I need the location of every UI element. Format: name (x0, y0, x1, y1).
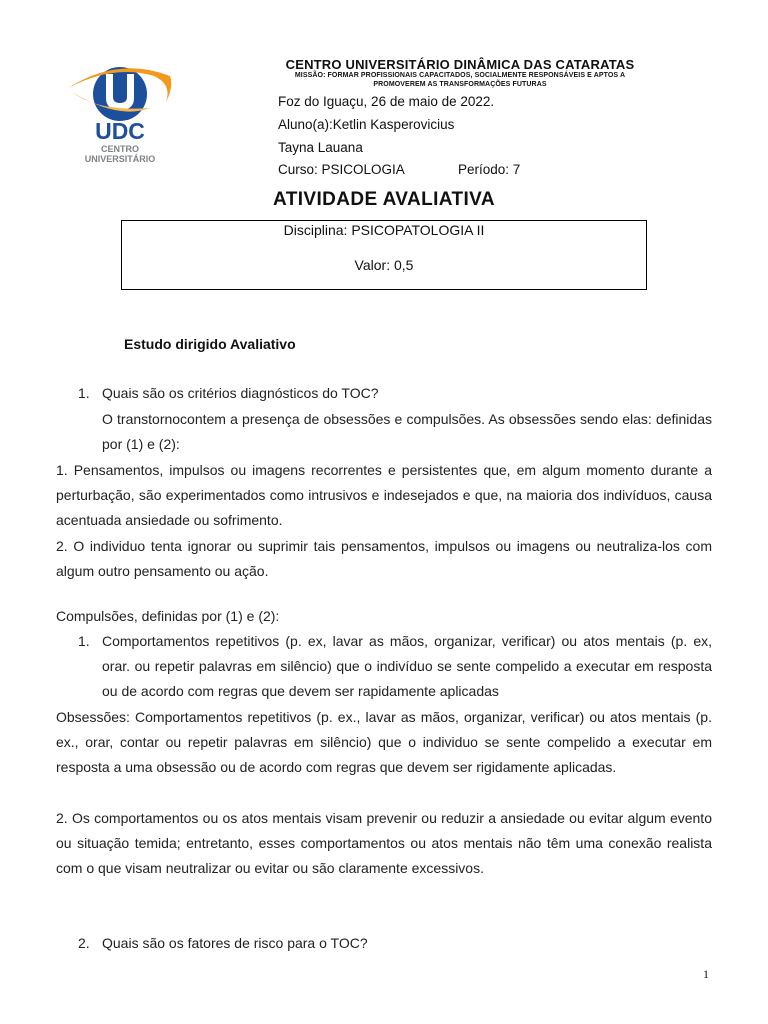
activity-title: ATIVIDADE AVALIATIVA (273, 189, 495, 210)
obsessions-paragraph: Obsessões: Comportamentos repetitivos (p. ex., lavar as mãos, organizar, verificar) ou atos mentais (p. ex., orar, contar ou repetir palavras em silêncio) que o individuo se sente compelido a executar em resposta a uma obsessão ou de acordo com regras que devem ser rigidamente aplicadas. (56, 709, 712, 775)
value: Valor: 0,5 (354, 257, 414, 273)
info-box (121, 220, 647, 290)
compulsion-item-1 (0, 629, 768, 704)
mission-statement: MISSÃO: FORMAR PROFISSIONAIS CAPACITADOS, SOCIALMENTE RESPONSÁVEIS E APTOS A PROMOVEREM AS TRANSFORMAÇÕES FUTURAS (294, 72, 626, 88)
item-number: 1. (78, 633, 90, 649)
q1-intro: O transtornocontem a presença de obsessões e compulsões. As obsessões sendo elas: definidas por (1) e (2): (102, 411, 712, 452)
question-text: Quais são os critérios diagnósticos do TOC? (102, 385, 379, 401)
udc-logo-graphic (58, 50, 188, 175)
item-text: Comportamentos repetitivos (p. ex, lavar as mãos, organizar, verificar) ou atos mentais (p. ex, orar. ou repetir palavras em silêncio) que o indivíduo se sente compelido a executar em resposta ou de acordo com regras que devem ser rapidamente aplicadas (102, 633, 712, 699)
svg-text:CENTRO: CENTRO (101, 144, 139, 154)
question-number: 2. (78, 935, 90, 951)
obsession-item-2: 2. O individuo tenta ignorar ou suprimir tais pensamentos, impulsos ou imagens ou neutraliza-los com algum outro pensamento ou ação. (56, 538, 712, 579)
section-title: Estudo dirigido Avaliativo (124, 336, 296, 352)
course-period-row (270, 161, 570, 175)
compulsion-item-2: 2. Os comportamentos ou os atos mentais visam prevenir ou reduzir a ansiedade ou evitar algum evento ou situação temida; entretanto, esses comportamentos ou atos mentais não têm uma conexão realista com o que visam neutralizar ou evitar ou são claramente excessivos. (56, 810, 712, 876)
logo-text: UDC (95, 118, 145, 144)
question-2 (0, 931, 768, 956)
period: Período: 7 (458, 162, 521, 175)
svg-text:UNIVERSITÁRIO: UNIVERSITÁRIO (84, 154, 156, 164)
question-1 (0, 381, 768, 406)
compulsions-heading: Compulsões, definidas por (1) e (2): (56, 608, 280, 624)
institution-name: CENTRO UNIVERSITÁRIO DINÂMICA DAS CATARATAS (285, 57, 635, 72)
course: Curso: PSICOLOGIA (278, 162, 405, 175)
student-name-2: Tayna Lauana (278, 140, 363, 155)
discipline: Disciplina: PSICOPATOLOGIA II (283, 222, 485, 238)
institution-logo (58, 50, 188, 175)
place-date: Foz do Iguaçu, 26 de maio de 2022. (278, 94, 495, 109)
page-number: 1 (703, 967, 709, 981)
question-text: Quais são os fatores de risco para o TOC? (102, 935, 368, 951)
question-number: 1. (78, 385, 90, 401)
student-name-1: Aluno(a):Ketlin Kasperovicius (278, 117, 455, 132)
obsession-item-1: 1. Pensamentos, impulsos ou imagens recorrentes e persistentes que, em algum momento durante a perturbação, são experimentados como intrusivos e indesejados e que, na maioria dos indivíduos, causa acentuada ansiedade ou sofrimento. (56, 462, 712, 528)
